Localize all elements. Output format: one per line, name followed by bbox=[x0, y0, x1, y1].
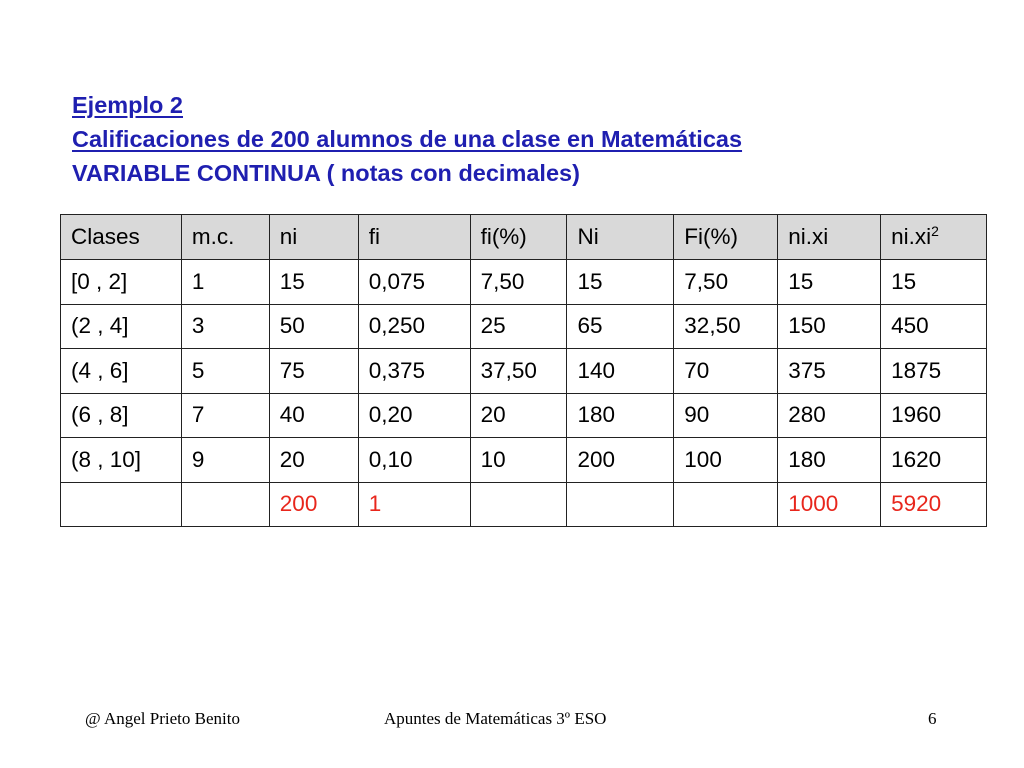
table-cell: 90 bbox=[674, 393, 778, 438]
totals-cell bbox=[674, 482, 778, 527]
superscript-exponent: 2 bbox=[931, 223, 939, 239]
table-cell: 70 bbox=[674, 349, 778, 394]
frequency-table bbox=[60, 214, 987, 527]
table-cell: 10 bbox=[470, 438, 567, 483]
table-header-row bbox=[61, 215, 987, 260]
table-row bbox=[61, 393, 987, 438]
table-cell: 1620 bbox=[881, 438, 987, 483]
table-cell: 15 bbox=[567, 260, 674, 305]
table-cell: 375 bbox=[778, 349, 881, 394]
totals-cell-nixi: 1000 bbox=[778, 482, 881, 527]
header-cell: Ni bbox=[567, 215, 674, 260]
table-totals-row bbox=[61, 482, 987, 527]
header-cell: Fi(%) bbox=[674, 215, 778, 260]
footer-author: @ Angel Prieto Benito bbox=[85, 709, 240, 728]
variable-type-label: VARIABLE CONTINUA ( notas con decimales) bbox=[72, 160, 580, 186]
footer-course: Apuntes de Matemáticas 3º ESO bbox=[384, 709, 607, 728]
header-cell: Clases bbox=[61, 215, 182, 260]
table-cell: 200 bbox=[567, 438, 674, 483]
table-cell: 5 bbox=[181, 349, 269, 394]
table-cell: 9 bbox=[181, 438, 269, 483]
table-cell: 15 bbox=[269, 260, 358, 305]
table-cell: 15 bbox=[881, 260, 987, 305]
totals-cell bbox=[470, 482, 567, 527]
table-cell: 1960 bbox=[881, 393, 987, 438]
table-cell: 0,250 bbox=[358, 304, 470, 349]
header-cell: ni.xi bbox=[778, 215, 881, 260]
table-cell: 7,50 bbox=[674, 260, 778, 305]
table-cell: (4 , 6] bbox=[61, 349, 182, 394]
table-row bbox=[61, 349, 987, 394]
header-cell: fi bbox=[358, 215, 470, 260]
table-cell: 15 bbox=[778, 260, 881, 305]
header-cell bbox=[881, 215, 987, 260]
table-cell: 25 bbox=[470, 304, 567, 349]
table-cell: 1875 bbox=[881, 349, 987, 394]
footer-page-number: 6 bbox=[928, 709, 937, 728]
table-cell: 20 bbox=[269, 438, 358, 483]
table-cell: 7 bbox=[181, 393, 269, 438]
totals-cell-fi: 1 bbox=[358, 482, 470, 527]
header-cell: ni bbox=[269, 215, 358, 260]
table-row bbox=[61, 438, 987, 483]
table-cell: 150 bbox=[778, 304, 881, 349]
table-cell: 140 bbox=[567, 349, 674, 394]
totals-cell bbox=[61, 482, 182, 527]
header-cell-text: ni.xi bbox=[891, 224, 932, 249]
table-cell: 0,375 bbox=[358, 349, 470, 394]
table-cell: [0 , 2] bbox=[61, 260, 182, 305]
totals-cell bbox=[181, 482, 269, 527]
totals-cell-ni: 200 bbox=[269, 482, 358, 527]
example-title: Ejemplo 2 bbox=[72, 92, 184, 118]
table-cell: 32,50 bbox=[674, 304, 778, 349]
table-cell: 0,075 bbox=[358, 260, 470, 305]
table-cell: (6 , 8] bbox=[61, 393, 182, 438]
slide-heading bbox=[72, 88, 742, 190]
header-cell: m.c. bbox=[181, 215, 269, 260]
example-description: Calificaciones de 200 alumnos de una clase en Matemáticas bbox=[72, 126, 743, 152]
table-cell: 100 bbox=[674, 438, 778, 483]
table-cell: 1 bbox=[181, 260, 269, 305]
table-cell: (8 , 10] bbox=[61, 438, 182, 483]
table-cell: 180 bbox=[778, 438, 881, 483]
table-cell: 40 bbox=[269, 393, 358, 438]
table-cell: 3 bbox=[181, 304, 269, 349]
table-row bbox=[61, 260, 987, 305]
table-row bbox=[61, 304, 987, 349]
table-cell: 0,20 bbox=[358, 393, 470, 438]
table-cell: 0,10 bbox=[358, 438, 470, 483]
header-cell: fi(%) bbox=[470, 215, 567, 260]
table-cell: 280 bbox=[778, 393, 881, 438]
table-cell: 37,50 bbox=[470, 349, 567, 394]
table-cell: (2 , 4] bbox=[61, 304, 182, 349]
table-cell: 450 bbox=[881, 304, 987, 349]
table-cell: 65 bbox=[567, 304, 674, 349]
table-cell: 7,50 bbox=[470, 260, 567, 305]
totals-cell bbox=[567, 482, 674, 527]
table-cell: 50 bbox=[269, 304, 358, 349]
table-cell: 20 bbox=[470, 393, 567, 438]
table-cell: 75 bbox=[269, 349, 358, 394]
totals-cell-nixi2: 5920 bbox=[881, 482, 987, 527]
table-cell: 180 bbox=[567, 393, 674, 438]
